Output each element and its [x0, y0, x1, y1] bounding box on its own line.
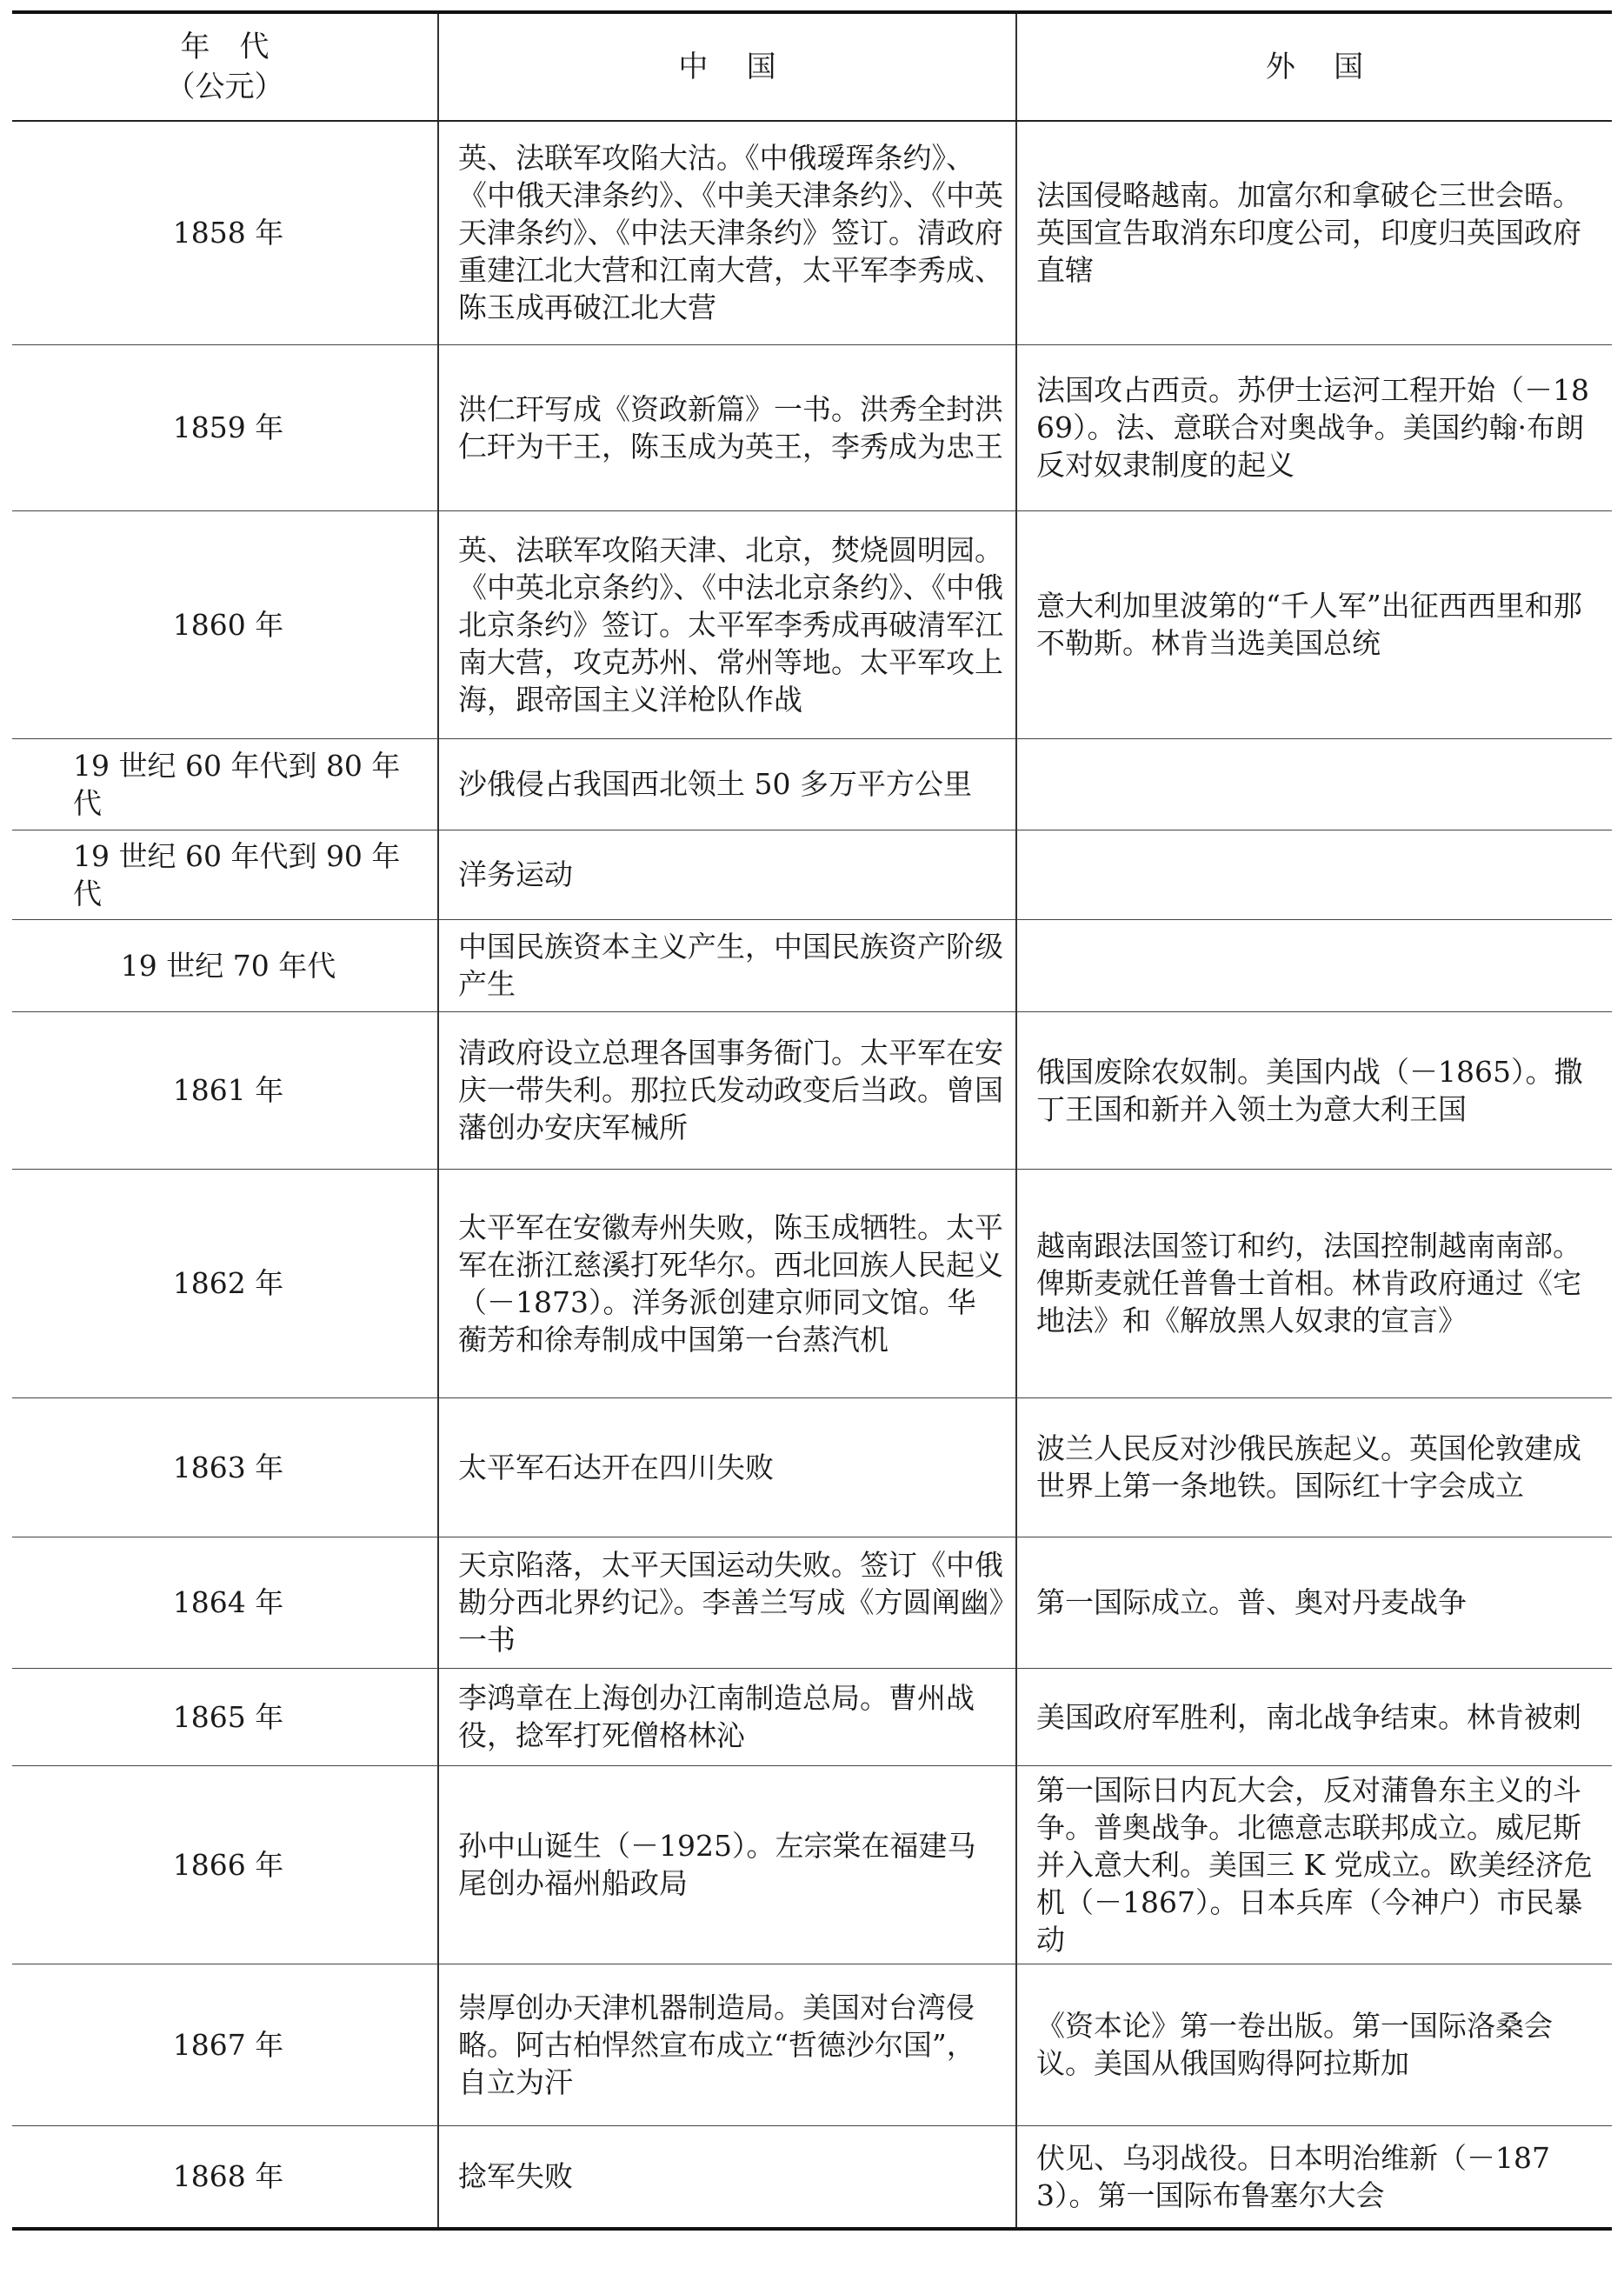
foreign-event-cell: 《资本论》第一卷出版。第一国际洛桑会议。美国从俄国购得阿拉斯加 — [1016, 1964, 1612, 2125]
year-column-header — [12, 12, 438, 121]
foreign-event-cell: 第一国际日内瓦大会，反对蒲鲁东主义的斗争。普奥战争。北德意志联邦成立。威尼斯并入意大利。美国三 K 党成立。欧美经济危机（－1867）。日本兵库（今神户）市民暴动 — [1016, 1765, 1612, 1964]
china-event-cell: 洋务运动 — [438, 830, 1016, 919]
foreign-event-cell: 俄国废除农奴制。美国内战（－1865）。撒丁王国和新并入领土为意大利王国 — [1016, 1011, 1612, 1169]
table-row — [12, 1668, 1612, 1765]
year-cell: 1867 年 — [12, 1964, 438, 2125]
year-cell: 1868 年 — [12, 2125, 438, 2229]
year-header-line2: （公元） — [165, 70, 284, 104]
foreign-event-cell: 越南跟法国签订和约，法国控制越南南部。俾斯麦就任普鲁士首相。林肯政府通过《宅地法》和《解放黑人奴隶的宣言》 — [1016, 1169, 1612, 1397]
table-row — [12, 1765, 1612, 1964]
china-event-cell: 洪仁玕写成《资政新篇》一书。洪秀全封洪仁玕为干王，陈玉成为英王，李秀成为忠王 — [438, 344, 1016, 510]
year-cell: 1862 年 — [12, 1169, 438, 1397]
foreign-event-cell: 伏见、乌羽战役。日本明治维新（－1873）。第一国际布鲁塞尔大会 — [1016, 2125, 1612, 2229]
year-cell: 19 世纪 60 年代到 90 年代 — [12, 830, 438, 919]
china-event-cell: 崇厚创办天津机器制造局。美国对台湾侵略。阿古柏悍然宣布成立“哲德沙尔国”，自立为汗 — [438, 1964, 1016, 2125]
china-event-cell: 捻军失败 — [438, 2125, 1016, 2229]
year-cell: 19 世纪 70 年代 — [12, 919, 438, 1011]
foreign-event-cell: 意大利加里波第的“千人军”出征西西里和那不勒斯。林肯当选美国总统 — [1016, 510, 1612, 738]
year-cell: 1858 年 — [12, 121, 438, 344]
china-column-header: 中国 — [438, 12, 1016, 121]
year-cell: 1864 年 — [12, 1537, 438, 1668]
table-row — [12, 121, 1612, 344]
table-row — [12, 1964, 1612, 2125]
year-cell: 1859 年 — [12, 344, 438, 510]
china-event-cell: 太平军在安徽寿州失败，陈玉成牺牲。太平军在浙江慈溪打死华尔。西北回族人民起义（－1873）。洋务派创建京师同文馆。华蘅芳和徐寿制成中国第一台蒸汽机 — [438, 1169, 1016, 1397]
china-event-cell: 天京陷落，太平天国运动失败。签订《中俄勘分西北界约记》。李善兰写成《方圆阐幽》一书 — [438, 1537, 1016, 1668]
table-row — [12, 2125, 1612, 2229]
table-row — [12, 738, 1612, 830]
foreign-event-cell: 第一国际成立。普、奥对丹麦战争 — [1016, 1537, 1612, 1668]
table-row — [12, 1397, 1612, 1537]
year-cell: 1865 年 — [12, 1668, 438, 1765]
table-header-row — [12, 12, 1612, 121]
table-row — [12, 510, 1612, 738]
china-event-cell: 英、法联军攻陷天津、北京，焚烧圆明园。《中英北京条约》、《中法北京条约》、《中俄北京条约》签订。太平军李秀成再破清军江南大营，攻克苏州、常州等地。太平军攻上海，跟帝国主义洋枪队作战 — [438, 510, 1016, 738]
china-event-cell: 中国民族资本主义产生，中国民族资产阶级产生 — [438, 919, 1016, 1011]
foreign-event-cell: 美国政府军胜利，南北战争结束。林肯被刺 — [1016, 1668, 1612, 1765]
china-event-cell: 英、法联军攻陷大沽。《中俄瑷珲条约》、《中俄天津条约》、《中美天津条约》、《中英天津条约》、《中法天津条约》签订。清政府重建江北大营和江南大营，太平军李秀成、陈玉成再破江北大营 — [438, 121, 1016, 344]
table-row — [12, 919, 1612, 1011]
china-event-cell: 清政府设立总理各国事务衙门。太平军在安庆一带失利。那拉氏发动政变后当政。曾国藩创办安庆军械所 — [438, 1011, 1016, 1169]
table-row — [12, 1011, 1612, 1169]
year-cell: 1863 年 — [12, 1397, 438, 1537]
foreign-event-cell: 法国侵略越南。加富尔和拿破仑三世会晤。英国宣告取消东印度公司，印度归英国政府直辖 — [1016, 121, 1612, 344]
table-row — [12, 344, 1612, 510]
china-event-cell: 李鸿章在上海创办江南制造总局。曹州战役，捻军打死僧格林沁 — [438, 1668, 1016, 1765]
year-cell: 1866 年 — [12, 1765, 438, 1964]
table-row — [12, 830, 1612, 919]
foreign-column-header: 外国 — [1016, 12, 1612, 121]
year-cell: 1860 年 — [12, 510, 438, 738]
table-row — [12, 1537, 1612, 1668]
foreign-event-cell: 法国攻占西贡。苏伊士运河工程开始（－1869）。法、意联合对奥战争。美国约翰·布朗反对奴隶制度的起义 — [1016, 344, 1612, 510]
china-event-cell: 沙俄侵占我国西北领土 50 多万平方公里 — [438, 738, 1016, 830]
foreign-event-cell: 波兰人民反对沙俄民族起义。英国伦敦建成世界上第一条地铁。国际红十字会成立 — [1016, 1397, 1612, 1537]
foreign-event-cell — [1016, 919, 1612, 1011]
year-cell: 1861 年 — [12, 1011, 438, 1169]
china-event-cell: 太平军石达开在四川失败 — [438, 1397, 1016, 1537]
china-event-cell: 孙中山诞生（－1925）。左宗棠在福建马尾创办福州船政局 — [438, 1765, 1016, 1964]
year-cell: 19 世纪 60 年代到 80 年代 — [12, 738, 438, 830]
foreign-event-cell — [1016, 738, 1612, 830]
year-header-line1: 年 代 — [180, 30, 270, 64]
chronology-table — [12, 10, 1612, 2231]
table-row — [12, 1169, 1612, 1397]
foreign-event-cell — [1016, 830, 1612, 919]
